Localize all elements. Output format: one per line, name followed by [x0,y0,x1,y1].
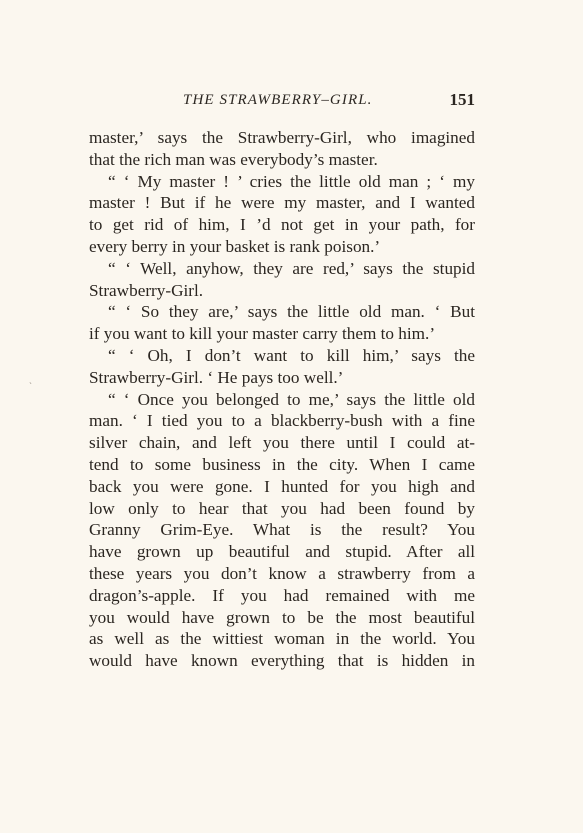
text-line: that the rich man was everybody’s master. [89,149,378,169]
text-line: these years you don’t know a strawberry from a [89,563,475,583]
text-line: Granny Grim-Eye. What is the result? You [89,520,475,540]
text-line: “ ‘ Well, anyhow, they are red,’ says the stupid [108,258,475,278]
text-line: “ ‘ Oh, I don’t want to kill him,’ says the [108,345,475,365]
text-line: have grown up beautiful and stupid. After all [89,542,475,562]
text-line: as well as the wittiest woman in the world. You [89,629,475,649]
page-header [183,92,475,116]
text-line: low only to hear that you had been found by [89,498,475,518]
text-line: to get rid of him, I ’d not get in your path, for [89,215,475,235]
text-line: every berry in your basket is rank poison.’ [89,236,381,256]
text-line: if you want to kill your master carry them to him.’ [89,324,436,344]
text-line: man. ‘ I tied you to a blackberry-bush with a fine [89,411,475,431]
text-line: “ ‘ My master ! ’ cries the little old man ; ‘ my [108,171,475,191]
text-line: would have known everything that is hidden in [89,651,475,671]
text-line: “ ‘ So they are,’ says the little old man. ‘ But [108,302,475,322]
text-line: master,’ says the Strawberry-Girl, who imagined [89,128,475,147]
text-line: dragon’s-apple. If you had remained with me [89,585,475,605]
margin-mark: ` [29,381,32,391]
text-line: you would have grown to be the most beautiful [89,607,475,627]
page-number: 151 [449,90,475,109]
text-line: tend to some business in the city. When I came [89,454,475,474]
text-line: “ ‘ Once you belonged to me,’ says the little old [108,389,475,409]
text-line: master ! But if he were my master, and I wanted [89,193,475,213]
text-line: back you were gone. I hunted for you high and [89,476,475,496]
body-text [89,127,475,672]
text-line: Strawberry-Girl. [89,280,204,300]
text-line: Strawberry-Girl. ‘ He pays too well.’ [89,367,344,387]
running-title: THE STRAWBERRY–GIRL. [183,92,373,108]
text-line: silver chain, and left you there until I could at- [89,433,475,453]
